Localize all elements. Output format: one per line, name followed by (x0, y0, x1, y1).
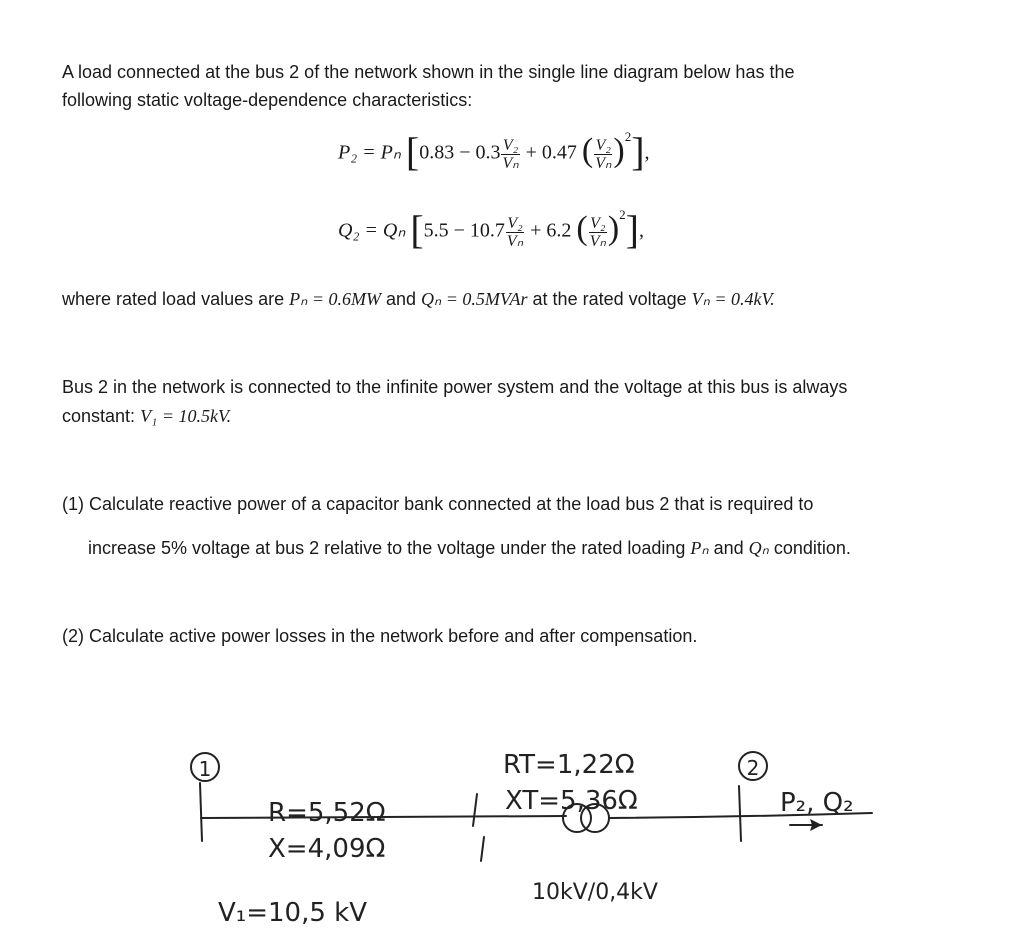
single-line-diagram (0, 681, 1024, 941)
q1-prefix: increase 5% voltage at bus 2 relative to the voltage under the rated loading (88, 538, 686, 558)
line-separator-2 (481, 837, 484, 861)
rated-values-line (62, 285, 775, 313)
transformer-ratio: 10kV/0,4kV (532, 880, 658, 905)
bus-2-bar (739, 786, 741, 841)
question-2-line: (2) Calculate active power losses in the network before and after compensation. (62, 626, 698, 646)
eq-p2-c1: 0.83 − 0.3 (419, 141, 501, 164)
question-1-line-2 (88, 534, 851, 562)
q1-qn: Qₙ (748, 538, 769, 558)
rated-prefix: where rated load values are (62, 289, 285, 309)
intro-line-2: following static voltage-dependence characteristics: (62, 90, 473, 110)
eq-q2-den2: Vₙ (589, 232, 606, 250)
q1-pn: Pₙ (690, 538, 709, 558)
eq-p2-den2: Vₙ (595, 154, 612, 172)
q1-suffix: condition. (773, 538, 851, 558)
eq-p2-den: Vₙ (502, 154, 519, 172)
line-resistance: R=5,52Ω (268, 798, 386, 828)
eq-q2-num: V₂ (507, 214, 523, 232)
line-reactance: X=4,09Ω (268, 834, 386, 864)
intro-line-1: A load connected at the bus 2 of the network shown in the single line diagram below has the (62, 62, 795, 82)
bus-line-2-math: V₁ = 10.5kV. (140, 406, 232, 426)
equation-p2: P₂ = Pₙ [0.83 − 0.3 $\frac{\text{V₂}}{\text{Vₙ}}$ + 0.47 ( $\frac{\text{V₂}}{\text{Vₙ}}$ )$^2$], (338, 128, 650, 174)
eq-p2-lhs: P₂ = Pₙ (338, 141, 401, 164)
eq-q2-num2: V₂ (590, 214, 606, 232)
line-separator-1 (473, 794, 477, 826)
eq-p2-c2: + 0.47 (525, 141, 577, 164)
eq-q2-tail: , (639, 219, 644, 242)
source-voltage: V₁=10,5 kV (218, 898, 367, 928)
transformer-resistance: RT=1,22Ω (503, 750, 635, 780)
eq-p2-num: V₂ (502, 136, 519, 154)
transformer-reactance: XT=5,36Ω (505, 786, 638, 816)
bus-line-2 (62, 402, 231, 430)
eq-q2-den: Vₙ (506, 232, 524, 250)
bus-1-bar (200, 783, 202, 841)
eq-q2-c1: 5.5 − 10.7 (423, 219, 505, 242)
eq-p2-tail: , (644, 141, 650, 164)
eq-p2-num2: V₂ (595, 136, 611, 154)
bus-2-label: 2 (746, 756, 760, 780)
rated-qn: Qₙ = 0.5MVAr (421, 289, 528, 309)
load-label: P₂, Q₂ (780, 788, 854, 818)
eq-q2-sq: 2 (619, 206, 626, 222)
rated-pn: Pₙ = 0.6MW (289, 289, 381, 309)
eq-q2-lhs: Q₂ = Qₙ (338, 219, 406, 242)
rated-vn: Vₙ = 0.4kV. (691, 289, 775, 309)
rated-mid: at the rated voltage (532, 289, 687, 309)
rated-and: and (385, 289, 417, 309)
eq-q2-c2: + 6.2 (530, 219, 572, 242)
bus-line-1: Bus 2 in the network is connected to the infinite power system and the voltage at this bus is always (62, 377, 848, 397)
bus-1-label: 1 (198, 757, 212, 781)
eq-p2-sq: 2 (624, 128, 632, 144)
equation-q2: Q₂ = Qₙ [5.5 − 10.7 $\frac{\text{V₂}}{\text{Vₙ}}$ + 6.2 ( $\frac{\text{V₂}}{\text{Vₙ}}$ )$^2$], (338, 206, 644, 252)
q1-and: and (713, 538, 744, 558)
question-1-line-1: (1) Calculate reactive power of a capacitor bank connected at the load bus 2 that is required to (62, 494, 814, 514)
bus-line-2-prefix: constant: (62, 406, 136, 426)
